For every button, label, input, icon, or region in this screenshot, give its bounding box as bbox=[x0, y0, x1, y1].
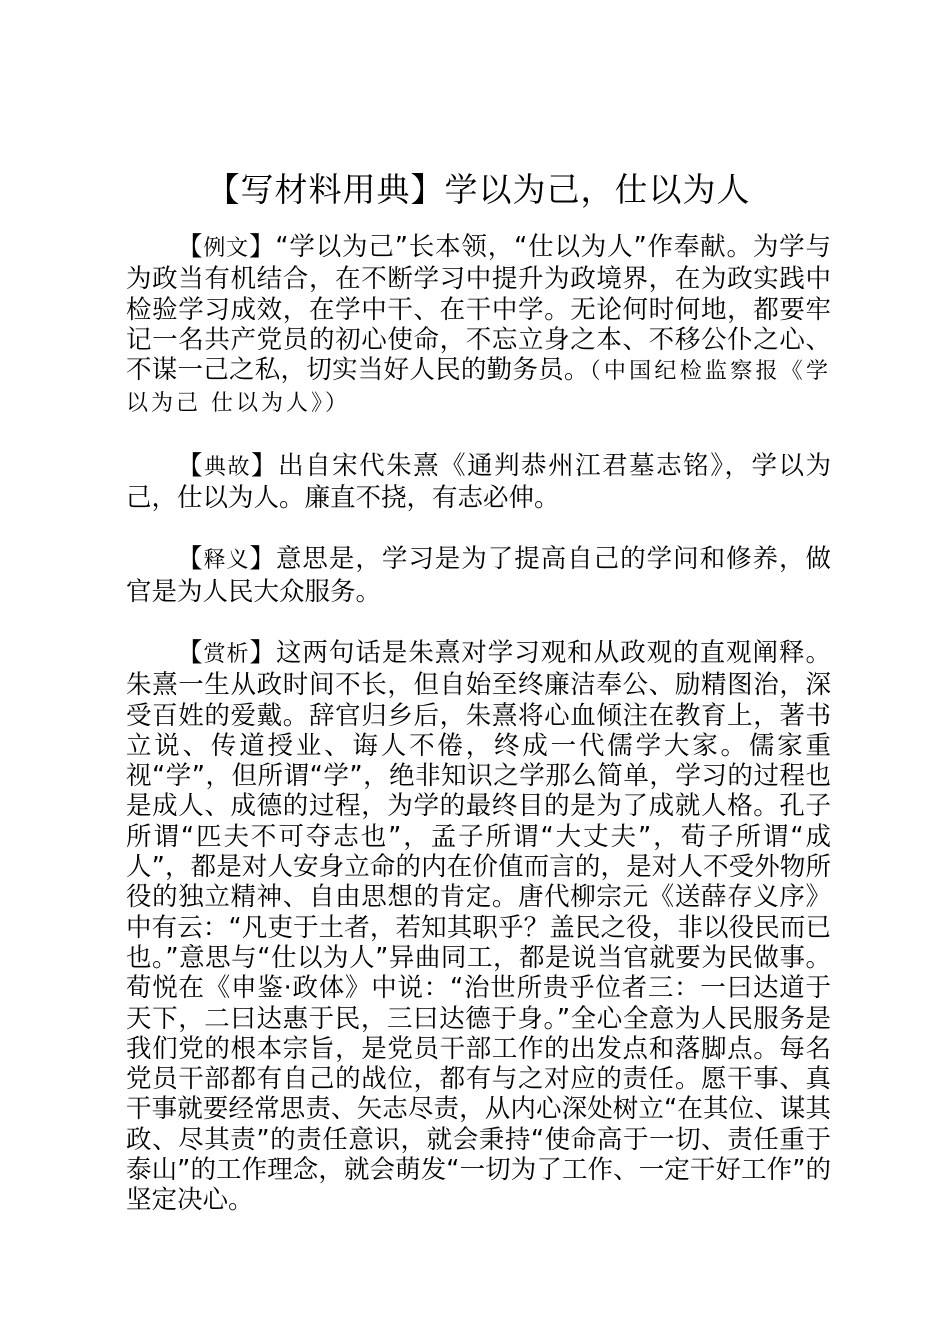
section-bracket-open: 【 bbox=[177, 637, 204, 668]
section-label-meaning: 释义 bbox=[203, 548, 250, 574]
section-bracket-close: 】 bbox=[249, 544, 276, 575]
section-text-allusion: 出自宋代朱熹《通判恭州江君墓志铭》，学以为己，仕以为人。廉直不挠，有志必伸。 bbox=[126, 450, 831, 514]
section-allusion bbox=[126, 451, 831, 514]
section-text-meaning: 意思是，学习是为了提高自己的学问和修养，做官是为人民大众服务。 bbox=[126, 544, 831, 607]
section-bracket-close: 】 bbox=[251, 450, 279, 481]
document-title: 【写材料用典】学以为己，仕以为人 bbox=[206, 170, 751, 209]
section-source-example: （中国纪检监察报《学以为己 仕以为人》） bbox=[126, 359, 831, 417]
section-label-example: 例文 bbox=[203, 236, 250, 261]
section-bracket-open: 【 bbox=[177, 450, 205, 481]
section-label-appreciation: 赏析 bbox=[203, 641, 250, 667]
section-example bbox=[126, 232, 831, 420]
section-label-allusion: 典故 bbox=[204, 454, 252, 480]
section-bracket-open: 【 bbox=[177, 544, 204, 575]
section-bracket-open: 【 bbox=[177, 232, 204, 262]
document-page bbox=[126, 168, 831, 1247]
section-bracket-close: 】 bbox=[249, 232, 276, 262]
section-bracket-close: 】 bbox=[249, 637, 276, 668]
section-text-appreciation: 这两句话是朱熹对学习观和从政观的直观阐释。朱熹一生从政时间不长，但自始至终廉洁奉公、励精图治，深受百姓的爱戴。辞官归乡后，朱熹将心血倾注在教育上，著书立说、传道授业、诲人不倦，终成一代儒学大家。儒家重视“学”，但所谓“学”，绝非知识之学那么简单，学习的过程也是成人、成德的过程，为学的最终目的是为了成就人格。孔子所谓“匹夫不可夺志也”，孟子所谓“大丈夫”，荀子所谓“成人”，都是对人安身立命的内在价值而言的，是对人不受外物所役的独立精神、自由思想的肯定。唐代柳宗元《送薛存义序》中有云：“凡吏于土者，若知其职乎？盖民之役，非以役民而已也。”意思与“仕以为人”异曲同工，都是说当官就要为民做事。荀悦在《申鉴·政体》中说：“治世所贵乎位者三：一曰达道于天下，二曰达惠于民，三曰达德于身。”全心全意为人民服务是我们党的根本宗旨，是党员干部工作的出发点和落脚点。每名党员干部都有自己的战位，都有与之对应的责任。愿干事、真干事就要经常思责、矢志尽责，从内心深处树立“在其位、谋其政、尽其责”的责任意识，就会秉持“使命高于一切、责任重于泰山”的工作理念，就会萌发“一切为了工作、一定干好工作”的坚定决心。 bbox=[126, 637, 831, 1216]
section-text-example: “学以为己”长本领，“仕以为人”作奉献。为学与为政当有机结合，在不断学习中提升为政境界，在为政实践中检验学习成效，在学中干、在干中学。无论何时何地，都要牢记一名共产党员的初心使命，不忘立身之本、不移公仆之心、不谋一己之私，切实当好人民的勤务员。 bbox=[126, 232, 831, 386]
section-meaning bbox=[126, 544, 831, 607]
section-appreciation bbox=[126, 638, 831, 1216]
